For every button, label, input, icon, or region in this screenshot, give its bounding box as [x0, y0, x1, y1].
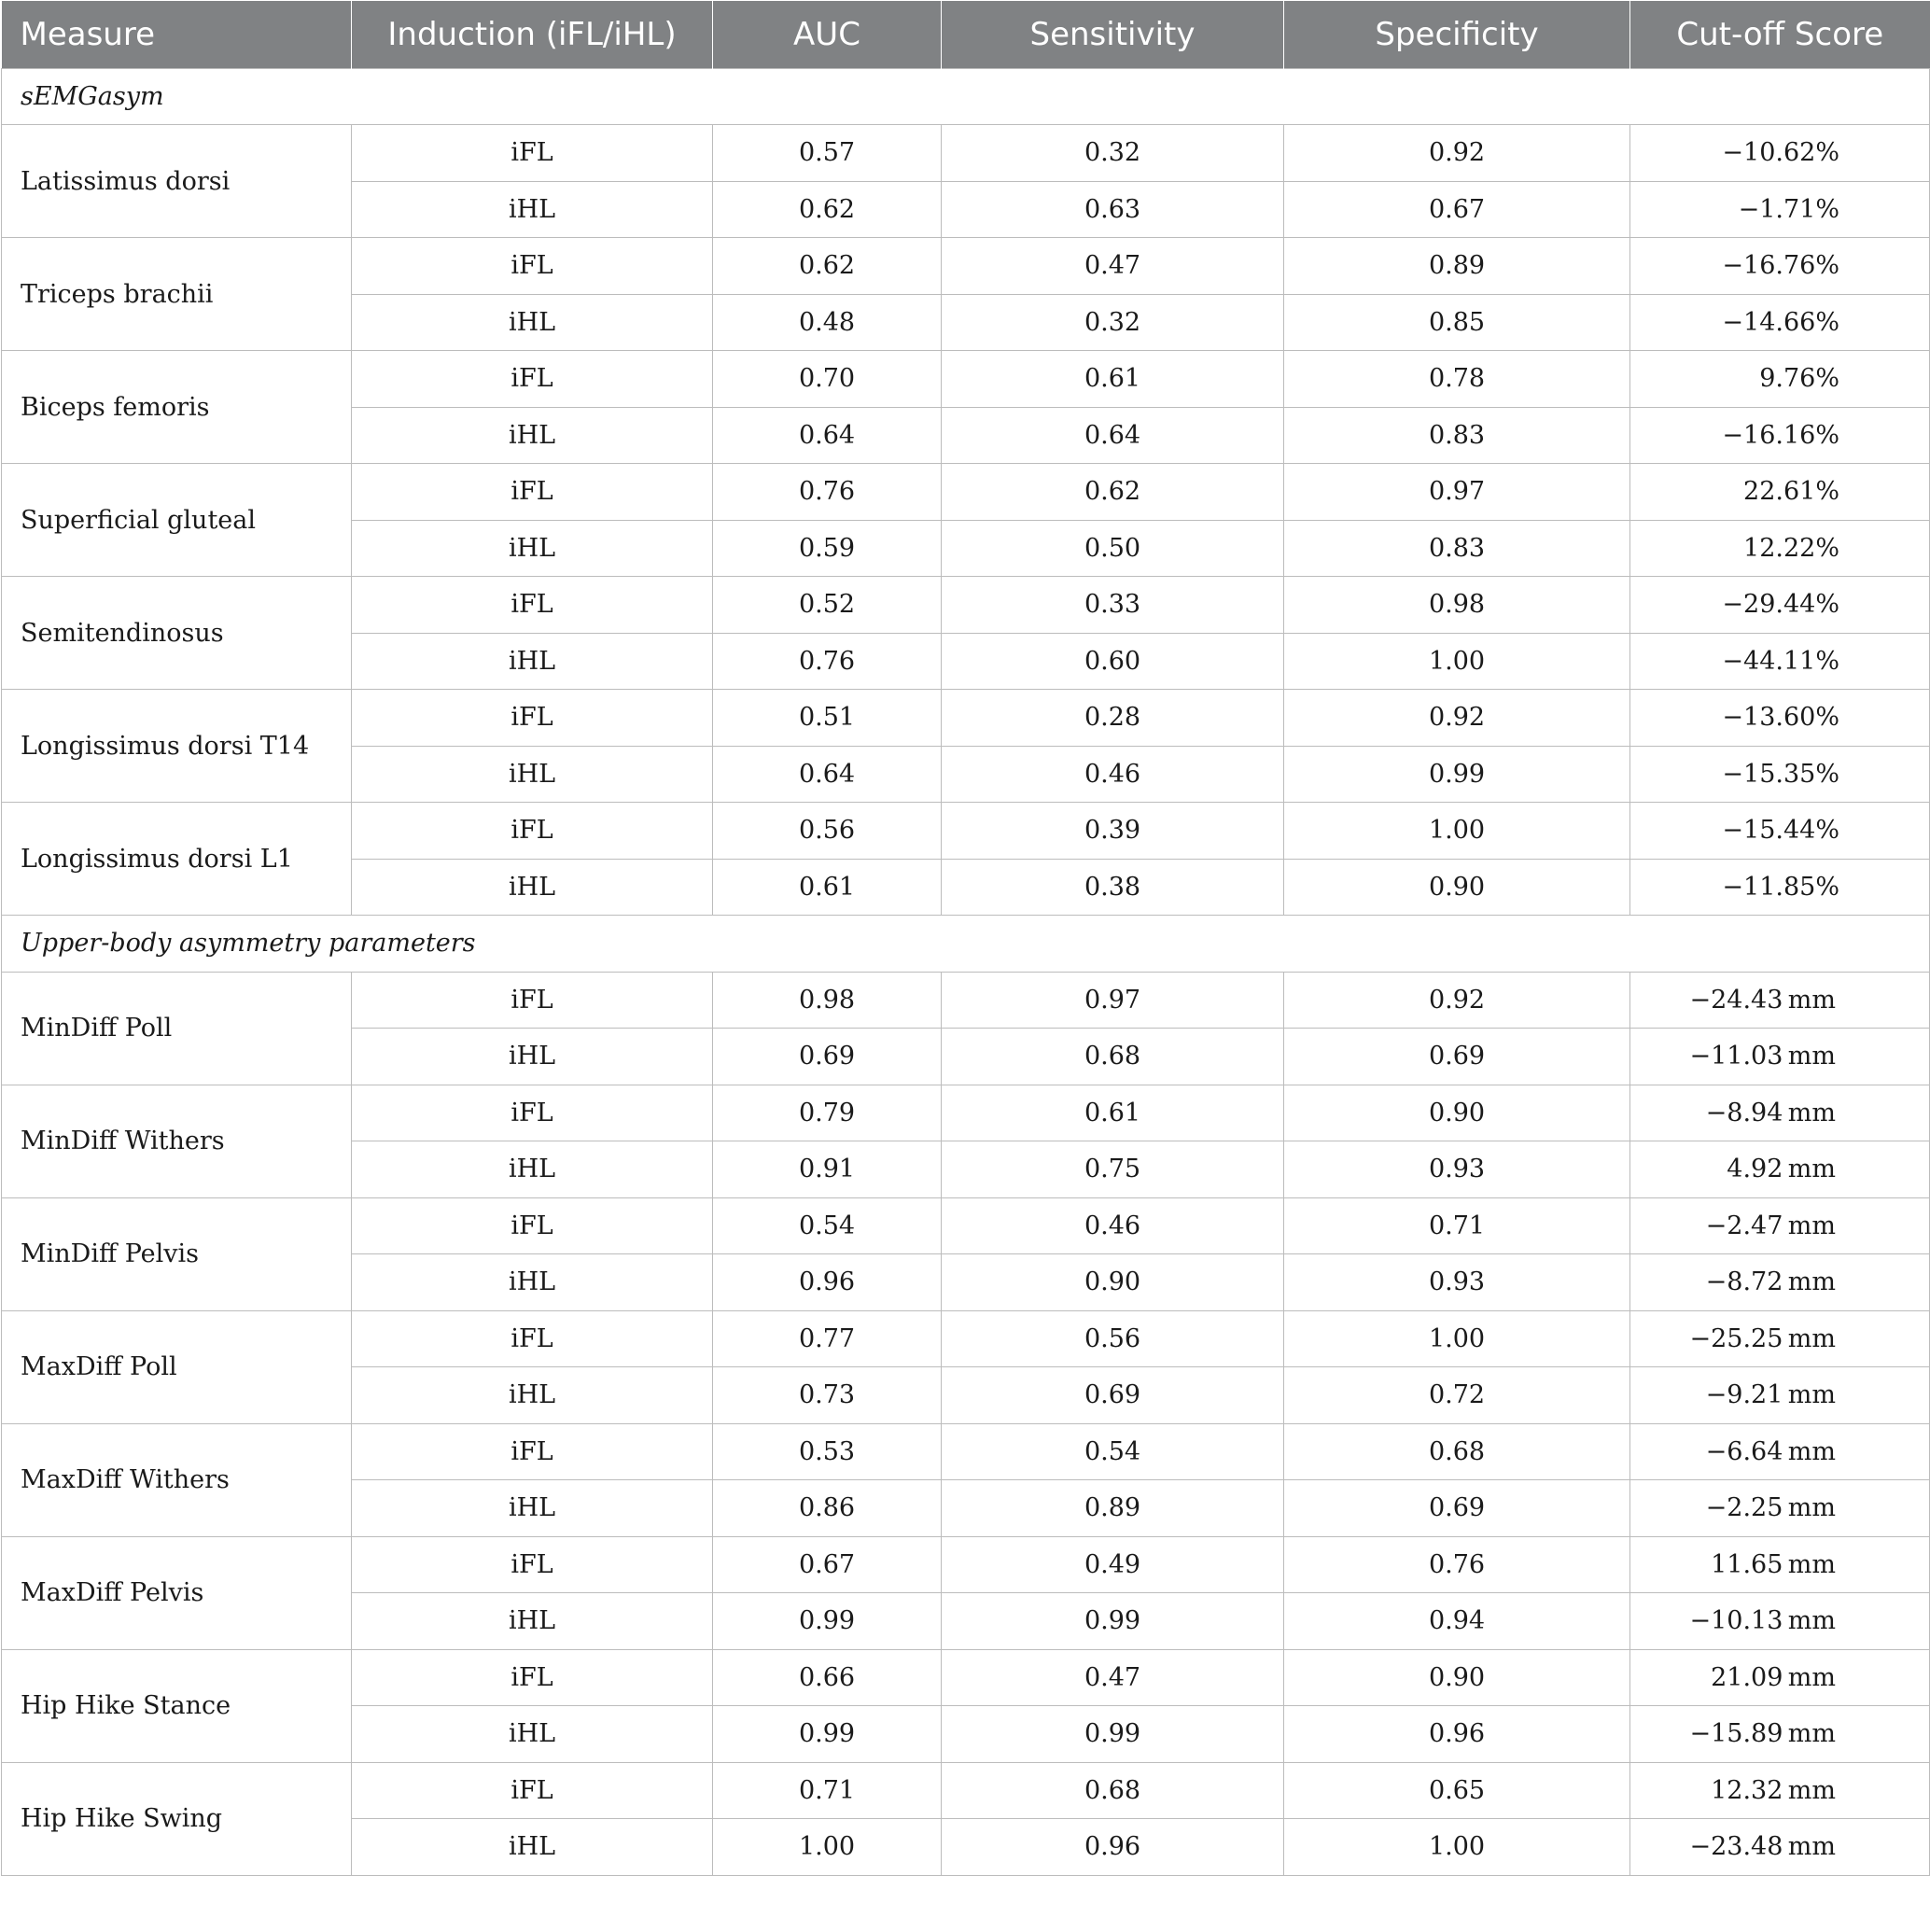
sensitivity-cell: 0.75: [942, 1141, 1284, 1198]
section-row: [2, 916, 1930, 973]
specificity-cell: 0.92: [1284, 690, 1630, 747]
auc-cell: 0.62: [713, 181, 942, 238]
specificity-cell: 0.85: [1284, 294, 1630, 351]
auc-cell: 0.73: [713, 1367, 942, 1424]
auc-cell: 0.91: [713, 1141, 942, 1198]
header-auc: AUC: [713, 1, 942, 68]
measure-name: MaxDiff Pelvis: [2, 1536, 352, 1649]
cutoff-cell: −24.43 mm: [1630, 972, 1930, 1029]
table-row: [2, 125, 1930, 182]
auc-cell: 0.71: [713, 1762, 942, 1819]
sensitivity-cell: 0.32: [942, 294, 1284, 351]
cutoff-cell: −15.35%: [1630, 746, 1930, 803]
auc-cell: 0.98: [713, 972, 942, 1029]
cutoff-cell: −15.89 mm: [1630, 1706, 1930, 1763]
table-row: [2, 1085, 1930, 1141]
auc-cell: 0.53: [713, 1423, 942, 1480]
induction-cell: iHL: [352, 1141, 713, 1198]
table-row: [2, 803, 1930, 860]
induction-cell: iHL: [352, 1819, 713, 1876]
cutoff-cell: −13.60%: [1630, 690, 1930, 747]
header-measure: Measure: [2, 1, 352, 68]
measure-name: Semitendinosus: [2, 577, 352, 690]
auc-cell: 0.56: [713, 803, 942, 860]
specificity-cell: 0.93: [1284, 1254, 1630, 1311]
section-title: sEMGasym: [2, 68, 1930, 125]
auc-cell: 0.79: [713, 1085, 942, 1141]
auc-cell: 0.61: [713, 859, 942, 916]
cutoff-cell: 9.76%: [1630, 351, 1930, 408]
measure-name: Biceps femoris: [2, 351, 352, 464]
sensitivity-cell: 0.99: [942, 1593, 1284, 1650]
table-body: [2, 68, 1930, 1875]
sensitivity-cell: 0.46: [942, 746, 1284, 803]
sensitivity-cell: 0.46: [942, 1197, 1284, 1254]
induction-cell: iFL: [352, 803, 713, 860]
cutoff-cell: −8.94 mm: [1630, 1085, 1930, 1141]
induction-cell: iHL: [352, 1029, 713, 1085]
cutoff-cell: −11.03 mm: [1630, 1029, 1930, 1085]
sensitivity-cell: 0.89: [942, 1480, 1284, 1537]
auc-cell: 0.62: [713, 238, 942, 295]
auc-cell: 0.52: [713, 577, 942, 634]
sensitivity-cell: 0.99: [942, 1706, 1284, 1763]
table-row: [2, 1762, 1930, 1819]
cutoff-cell: −10.62%: [1630, 125, 1930, 182]
cutoff-cell: −8.72 mm: [1630, 1254, 1930, 1311]
sensitivity-cell: 0.63: [942, 181, 1284, 238]
specificity-cell: 0.76: [1284, 1536, 1630, 1593]
induction-cell: iFL: [352, 1762, 713, 1819]
cutoff-cell: −44.11%: [1630, 633, 1930, 690]
auc-cell: 0.48: [713, 294, 942, 351]
cutoff-cell: −9.21 mm: [1630, 1367, 1930, 1424]
induction-cell: iHL: [352, 520, 713, 577]
auc-cell: 0.57: [713, 125, 942, 182]
induction-cell: iFL: [352, 690, 713, 747]
cutoff-cell: 21.09 mm: [1630, 1649, 1930, 1706]
header-specificity: Specificity: [1284, 1, 1630, 68]
induction-cell: iFL: [352, 1310, 713, 1367]
specificity-cell: 0.93: [1284, 1141, 1630, 1198]
induction-cell: iHL: [352, 746, 713, 803]
specificity-cell: 0.71: [1284, 1197, 1630, 1254]
table-row: [2, 1423, 1930, 1480]
cutoff-cell: 12.22%: [1630, 520, 1930, 577]
cutoff-cell: −11.85%: [1630, 859, 1930, 916]
induction-cell: iHL: [352, 1480, 713, 1537]
specificity-cell: 0.89: [1284, 238, 1630, 295]
header-row: [2, 1, 1930, 68]
specificity-cell: 0.67: [1284, 181, 1630, 238]
sensitivity-cell: 0.56: [942, 1310, 1284, 1367]
induction-cell: iFL: [352, 972, 713, 1029]
specificity-cell: 0.92: [1284, 972, 1630, 1029]
specificity-cell: 1.00: [1284, 1310, 1630, 1367]
sensitivity-cell: 0.49: [942, 1536, 1284, 1593]
table-row: [2, 1649, 1930, 1706]
auc-cell: 0.54: [713, 1197, 942, 1254]
cutoff-cell: −16.76%: [1630, 238, 1930, 295]
sensitivity-cell: 0.47: [942, 1649, 1284, 1706]
specificity-cell: 1.00: [1284, 803, 1630, 860]
auc-cell: 0.70: [713, 351, 942, 408]
specificity-cell: 0.72: [1284, 1367, 1630, 1424]
sensitivity-cell: 0.47: [942, 238, 1284, 295]
auc-cell: 0.76: [713, 633, 942, 690]
induction-cell: iHL: [352, 294, 713, 351]
sensitivity-cell: 0.39: [942, 803, 1284, 860]
cutoff-cell: −29.44%: [1630, 577, 1930, 634]
cutoff-cell: −1.71%: [1630, 181, 1930, 238]
table-row: [2, 1536, 1930, 1593]
sensitivity-cell: 0.61: [942, 1085, 1284, 1141]
header-cutoff: Cut-off Score: [1630, 1, 1930, 68]
induction-cell: iFL: [352, 1197, 713, 1254]
induction-cell: iHL: [352, 1706, 713, 1763]
auc-cell: 0.67: [713, 1536, 942, 1593]
section-row: [2, 68, 1930, 125]
cutoff-cell: 12.32 mm: [1630, 1762, 1930, 1819]
sensitivity-cell: 0.96: [942, 1819, 1284, 1876]
specificity-cell: 1.00: [1284, 633, 1630, 690]
cutoff-cell: −2.25 mm: [1630, 1480, 1930, 1537]
specificity-cell: 0.78: [1284, 351, 1630, 408]
specificity-cell: 0.94: [1284, 1593, 1630, 1650]
sensitivity-cell: 0.32: [942, 125, 1284, 182]
cutoff-cell: −10.13 mm: [1630, 1593, 1930, 1650]
measure-name: MaxDiff Poll: [2, 1310, 352, 1423]
induction-cell: iHL: [352, 181, 713, 238]
auc-cell: 1.00: [713, 1819, 942, 1876]
table-row: [2, 972, 1930, 1029]
measure-name: MinDiff Poll: [2, 972, 352, 1085]
auc-cell: 0.64: [713, 746, 942, 803]
induction-cell: iHL: [352, 1593, 713, 1650]
sensitivity-cell: 0.64: [942, 407, 1284, 464]
induction-cell: iFL: [352, 1536, 713, 1593]
induction-cell: iFL: [352, 577, 713, 634]
table-row: [2, 690, 1930, 747]
measure-name: Hip Hike Swing: [2, 1762, 352, 1875]
auc-cell: 0.99: [713, 1593, 942, 1650]
induction-cell: iHL: [352, 1254, 713, 1311]
induction-cell: iFL: [352, 1423, 713, 1480]
table-row: [2, 577, 1930, 634]
specificity-cell: 0.90: [1284, 1085, 1630, 1141]
auc-cell: 0.59: [713, 520, 942, 577]
induction-cell: iFL: [352, 1649, 713, 1706]
cutoff-cell: −6.64 mm: [1630, 1423, 1930, 1480]
table-row: [2, 1310, 1930, 1367]
specificity-cell: 0.90: [1284, 859, 1630, 916]
specificity-cell: 0.92: [1284, 125, 1630, 182]
auc-cell: 0.86: [713, 1480, 942, 1537]
measure-name: Longissimus dorsi L1: [2, 803, 352, 916]
measure-name: MaxDiff Withers: [2, 1423, 352, 1536]
induction-cell: iHL: [352, 407, 713, 464]
cutoff-cell: −15.44%: [1630, 803, 1930, 860]
sensitivity-cell: 0.68: [942, 1029, 1284, 1085]
measure-name: MinDiff Withers: [2, 1085, 352, 1197]
cutoff-cell: 4.92 mm: [1630, 1141, 1930, 1198]
induction-cell: iFL: [352, 125, 713, 182]
auc-cell: 0.99: [713, 1706, 942, 1763]
auc-cell: 0.77: [713, 1310, 942, 1367]
table-row: [2, 1197, 1930, 1254]
specificity-cell: 0.83: [1284, 407, 1630, 464]
header-induction: Induction (iFL/iHL): [352, 1, 713, 68]
induction-cell: iFL: [352, 238, 713, 295]
measure-name: Latissimus dorsi: [2, 125, 352, 238]
auc-cell: 0.66: [713, 1649, 942, 1706]
cutoff-cell: −16.16%: [1630, 407, 1930, 464]
sensitivity-cell: 0.68: [942, 1762, 1284, 1819]
cutoff-cell: −14.66%: [1630, 294, 1930, 351]
header-sensitivity: Sensitivity: [942, 1, 1284, 68]
table-row: [2, 464, 1930, 521]
auc-cell: 0.69: [713, 1029, 942, 1085]
specificity-cell: 1.00: [1284, 1819, 1630, 1876]
sensitivity-cell: 0.50: [942, 520, 1284, 577]
specificity-cell: 0.99: [1284, 746, 1630, 803]
induction-cell: iHL: [352, 859, 713, 916]
induction-cell: iFL: [352, 351, 713, 408]
induction-cell: iFL: [352, 1085, 713, 1141]
auc-cell: 0.76: [713, 464, 942, 521]
specificity-cell: 0.96: [1284, 1706, 1630, 1763]
sensitivity-cell: 0.33: [942, 577, 1284, 634]
sensitivity-cell: 0.69: [942, 1367, 1284, 1424]
measure-name: Longissimus dorsi T14: [2, 690, 352, 803]
measure-name: Superficial gluteal: [2, 464, 352, 577]
specificity-cell: 0.83: [1284, 520, 1630, 577]
table-header: [2, 1, 1930, 68]
sensitivity-cell: 0.62: [942, 464, 1284, 521]
cutoff-cell: 11.65 mm: [1630, 1536, 1930, 1593]
sensitivity-cell: 0.60: [942, 633, 1284, 690]
measure-name: Hip Hike Stance: [2, 1649, 352, 1762]
results-table: [1, 1, 1930, 1876]
measure-name: Triceps brachii: [2, 238, 352, 351]
sensitivity-cell: 0.28: [942, 690, 1284, 747]
auc-cell: 0.64: [713, 407, 942, 464]
specificity-cell: 0.69: [1284, 1029, 1630, 1085]
specificity-cell: 0.69: [1284, 1480, 1630, 1537]
sensitivity-cell: 0.38: [942, 859, 1284, 916]
induction-cell: iHL: [352, 1367, 713, 1424]
specificity-cell: 0.90: [1284, 1649, 1630, 1706]
induction-cell: iFL: [352, 464, 713, 521]
section-title: Upper-body asymmetry parameters: [2, 916, 1930, 973]
cutoff-cell: −2.47 mm: [1630, 1197, 1930, 1254]
auc-cell: 0.51: [713, 690, 942, 747]
table-row: [2, 238, 1930, 295]
specificity-cell: 0.68: [1284, 1423, 1630, 1480]
cutoff-cell: −25.25 mm: [1630, 1310, 1930, 1367]
sensitivity-cell: 0.90: [942, 1254, 1284, 1311]
specificity-cell: 0.98: [1284, 577, 1630, 634]
cutoff-cell: −23.48 mm: [1630, 1819, 1930, 1876]
specificity-cell: 0.97: [1284, 464, 1630, 521]
auc-cell: 0.96: [713, 1254, 942, 1311]
table-row: [2, 351, 1930, 408]
sensitivity-cell: 0.54: [942, 1423, 1284, 1480]
sensitivity-cell: 0.97: [942, 972, 1284, 1029]
cutoff-cell: 22.61%: [1630, 464, 1930, 521]
measure-name: MinDiff Pelvis: [2, 1197, 352, 1310]
induction-cell: iHL: [352, 633, 713, 690]
specificity-cell: 0.65: [1284, 1762, 1630, 1819]
sensitivity-cell: 0.61: [942, 351, 1284, 408]
